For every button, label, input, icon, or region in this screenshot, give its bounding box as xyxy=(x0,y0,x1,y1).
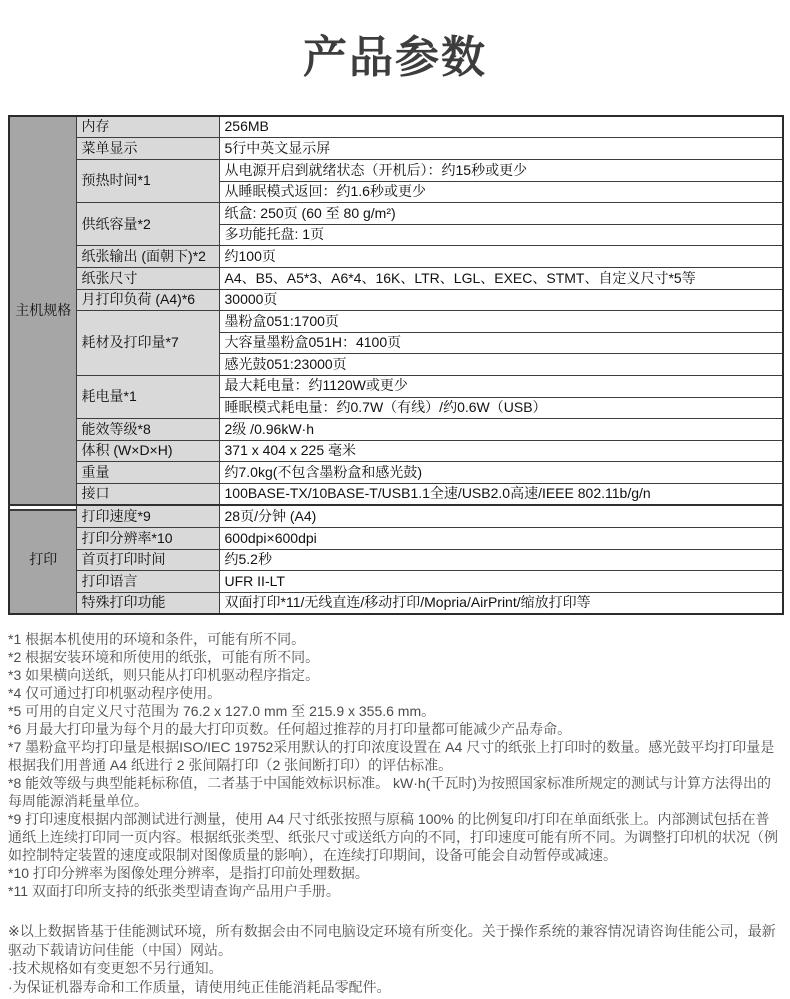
category-cell: 打印 xyxy=(9,505,76,614)
spec-value: 28页/分钟 (A4) xyxy=(219,505,783,527)
spec-row xyxy=(9,592,783,614)
spec-row xyxy=(9,528,783,550)
footnote-item: *8 能效等级与典型能耗标称值，二者基于中国能效标识标准。 kW·h(千瓦时)为按照国家标准所规定的测试与计算方法得出的每周能源消耗量单位。 xyxy=(8,775,771,810)
footnote-item: *10 打印分辨率为图像处理分辨率，是指打印前处理数据。 xyxy=(8,865,369,882)
spec-table xyxy=(8,115,784,616)
footnote-item: *3 如果横向送纸，则只能从打印机驱动程序指定。 xyxy=(8,667,320,684)
spec-value: 600dpi×600dpi xyxy=(219,528,783,550)
spec-row xyxy=(9,159,783,181)
spec-value: 最大耗电量：约1120W或更少 xyxy=(219,375,783,397)
spec-value: 纸盒: 250页 (60 至 80 g/m²) xyxy=(219,203,783,225)
spec-row xyxy=(9,462,783,484)
spec-label: 纸张尺寸 xyxy=(76,267,219,289)
spec-value: 约7.0kg(不包含墨粉盒和感光鼓) xyxy=(219,462,783,484)
spec-row xyxy=(9,203,783,225)
note-item: ·技术规格如有变更恕不另行通知。 xyxy=(8,960,223,977)
spec-value: 睡眠模式耗电量：约0.7W（有线）/约0.6W（USB） xyxy=(219,397,783,419)
spec-label: 体积 (W×D×H) xyxy=(76,440,219,462)
spec-label: 预热时间*1 xyxy=(76,159,219,202)
spec-value: 约100页 xyxy=(219,246,783,268)
spec-value: 大容量墨粉盒051H：4100页 xyxy=(219,332,783,354)
spec-label: 首页打印时间 xyxy=(76,549,219,571)
spec-row xyxy=(9,571,783,593)
spec-label: 重量 xyxy=(76,462,219,484)
spec-label: 特殊打印功能 xyxy=(76,592,219,614)
spec-label: 打印分辨率*10 xyxy=(76,528,219,550)
spec-value: 5行中英文显示屏 xyxy=(219,138,783,160)
spec-row xyxy=(9,483,783,505)
notes-block xyxy=(8,922,782,996)
category-cell: 主机规格 xyxy=(9,116,76,506)
spec-row xyxy=(9,311,783,333)
footnote-item: *2 根据安装环境和所使用的纸张，可能有所不同。 xyxy=(8,649,320,666)
spec-label: 能效等级*8 xyxy=(76,419,219,441)
spec-label: 供纸容量*2 xyxy=(76,203,219,246)
spec-row xyxy=(9,440,783,462)
spec-label: 接口 xyxy=(76,483,219,505)
spec-label: 打印语言 xyxy=(76,571,219,593)
footnote-item: *5 可用的自定义尺寸范围为 76.2 x 127.0 mm 至 215.9 x 355.6 mm。 xyxy=(8,703,436,720)
spec-value: UFR II-LT xyxy=(219,571,783,593)
spec-row xyxy=(9,505,783,527)
footnote-item: *1 根据本机使用的环境和条件，可能有所不同。 xyxy=(8,631,306,648)
spec-row xyxy=(9,138,783,160)
spec-value: 约5.2秒 xyxy=(219,549,783,571)
page-title: 产品参数 xyxy=(303,33,487,82)
footnote-item: *9 打印速度根据内部测试进行测量，使用 A4 尺寸纸张按照与原稿 100% 的比例复印/打印在单面纸张上。内部测试包括在普通纸上连续打印同一页内容。根据纸张类型、纸张尺寸或送纸方向的不同，打印速度可能有所不同。为调整打印机的状况（例如控制特定装置的速度或限制对图像质量的影响），在连续打印期间，设备可能会自动暂停或减速。 xyxy=(8,811,778,864)
spec-value: 墨粉盒051:1700页 xyxy=(219,311,783,333)
spec-row xyxy=(9,289,783,311)
spec-label: 打印速度*9 xyxy=(76,505,219,527)
spec-label: 月打印负荷 (A4)*6 xyxy=(76,289,219,311)
spec-value: 256MB xyxy=(219,116,783,138)
spec-label: 菜单显示 xyxy=(76,138,219,160)
spec-value: 双面打印*11/无线直连/移动打印/Mopria/AirPrint/缩放打印等 xyxy=(219,592,783,614)
footnote-item: *7 墨粉盒平均打印量是根据ISO/IEC 19752采用默认的打印浓度设置在 A4 尺寸的纸张上打印时的数量。感光鼓平均打印量是根据我们用普通 A4 纸进行 2 张间隔打印（2 张间断打印）的评估标准。 xyxy=(8,739,775,774)
spec-value: 多功能托盘: 1页 xyxy=(219,224,783,246)
product-spec-page xyxy=(0,32,790,996)
spec-label: 纸张输出 (面朝下)*2 xyxy=(76,246,219,268)
spec-value: 2级 /0.96kW·h xyxy=(219,419,783,441)
note-item: ·为保证机器寿命和工作质量，请使用纯正佳能消耗品零配件。 xyxy=(8,978,391,995)
spec-label: 内存 xyxy=(76,116,219,138)
spec-row xyxy=(9,246,783,268)
footnote-item: *11 双面打印所支持的纸张类型请查询产品用户手册。 xyxy=(8,883,340,900)
spec-value: 感光鼓051:23000页 xyxy=(219,354,783,376)
footnote-item: *6 月最大打印量为每个月的最大打印页数。任何超过推荐的月打印量都可能减少产品寿命。 xyxy=(8,721,572,738)
spec-label: 耗电量*1 xyxy=(76,375,219,418)
spec-label: 耗材及打印量*7 xyxy=(76,311,219,376)
spec-value: 100BASE-TX/10BASE-T/USB1.1全速/USB2.0高速/IEEE 802.11b/g/n xyxy=(219,483,783,505)
spec-row xyxy=(9,375,783,397)
spec-row xyxy=(9,549,783,571)
spec-row xyxy=(9,419,783,441)
footnotes-block xyxy=(8,630,782,900)
spec-row xyxy=(9,267,783,289)
spec-value: 从电源开启到就绪状态（开机后）：约15秒或更少 xyxy=(219,159,783,181)
spec-table-body xyxy=(9,116,783,615)
spec-table-wrap xyxy=(8,115,782,616)
spec-value: 从睡眠模式返回：约1.6秒或更少 xyxy=(219,181,783,203)
note-item: ※以上数据皆基于佳能测试环境，所有数据会由不同电脑设定环境有所变化。关于操作系统的兼容情况请咨询佳能公司，最新驱动下载请访问佳能（中国）网站。 xyxy=(8,923,776,958)
spec-row xyxy=(9,116,783,138)
spec-value: 371 x 404 x 225 毫米 xyxy=(219,440,783,462)
footnote-item: *4 仅可通过打印机驱动程序使用。 xyxy=(8,685,222,702)
spec-value: 30000页 xyxy=(219,289,783,311)
spec-value: A4、B5、A5*3、A6*4、16K、LTR、LGL、EXEC、STMT、自定义尺寸*5等 xyxy=(219,267,783,289)
